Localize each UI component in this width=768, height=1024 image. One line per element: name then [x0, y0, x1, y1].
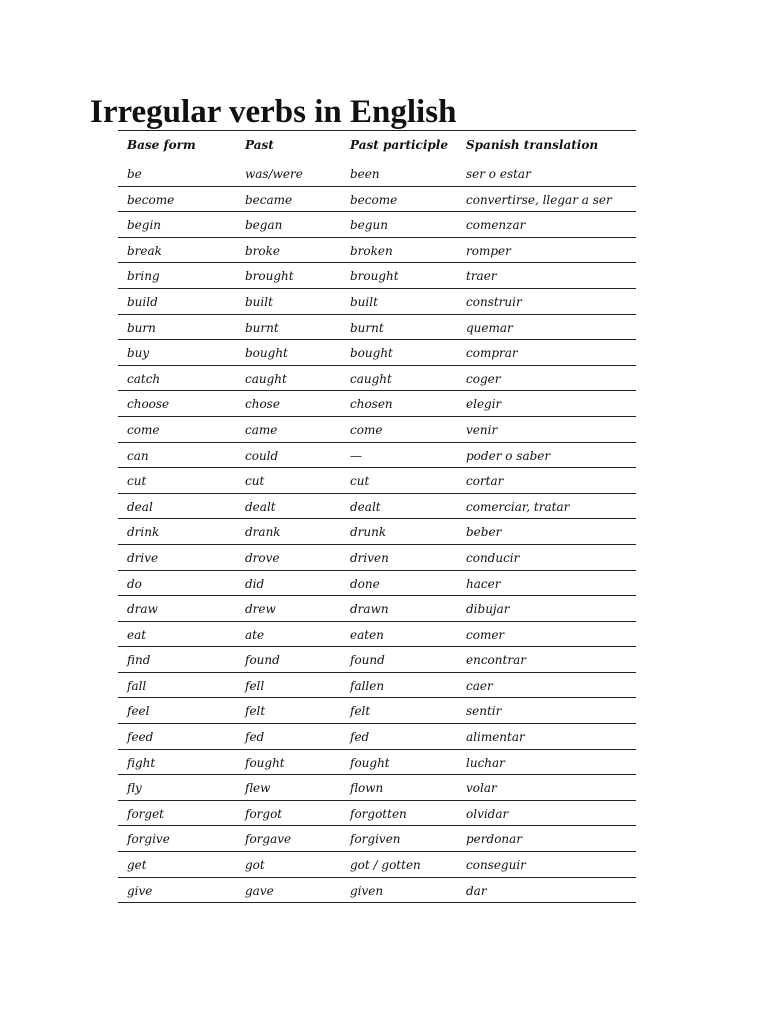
cell-past: drank: [245, 525, 281, 540]
cell-past-participle: fallen: [350, 678, 385, 693]
cell-past-participle: fed: [350, 730, 370, 745]
cell-base-form: feed: [127, 730, 154, 745]
table-row: [118, 647, 636, 673]
cell-spanish-translation: encontrar: [466, 653, 526, 668]
cell-base-form: fall: [127, 678, 147, 693]
cell-past: cut: [245, 474, 265, 489]
cell-past-participle: dealt: [350, 499, 381, 514]
table-row: [118, 238, 636, 264]
table-header: [118, 130, 636, 161]
table-row: [118, 826, 636, 852]
table-row: [118, 315, 636, 341]
cell-base-form: bring: [127, 269, 160, 284]
cell-base-form: be: [127, 167, 142, 181]
cell-spanish-translation: comenzar: [466, 218, 526, 233]
table-row: [118, 519, 636, 545]
table-row: [118, 724, 636, 750]
cell-past-participle: —: [350, 448, 362, 463]
cell-past: found: [245, 653, 280, 668]
cell-spanish-translation: convertirse, llegar a ser: [466, 192, 612, 207]
cell-past-participle: chosen: [350, 397, 393, 412]
page-title: Irregular verbs in English: [90, 94, 457, 130]
cell-past: bought: [245, 346, 288, 361]
cell-spanish-translation: comprar: [466, 346, 518, 361]
cell-past-participle: broken: [350, 243, 393, 258]
cell-base-form: build: [127, 294, 158, 309]
cell-past: drew: [245, 602, 276, 617]
cell-base-form: forget: [127, 806, 165, 821]
table-row: [118, 852, 636, 878]
table-row: [118, 289, 636, 315]
table-row: [118, 263, 636, 289]
cell-past: burnt: [245, 320, 279, 335]
cell-past: dealt: [245, 499, 276, 514]
table-row: [118, 443, 636, 469]
table-body: [118, 161, 636, 903]
cell-past: forgave: [245, 832, 292, 847]
table-row: [118, 750, 636, 776]
cell-past: did: [245, 576, 265, 591]
cell-base-form: break: [127, 243, 162, 258]
cell-base-form: find: [127, 653, 151, 668]
table-row: [118, 340, 636, 366]
cell-spanish-translation: sentir: [466, 704, 502, 719]
cell-past-participle: given: [350, 883, 384, 898]
cell-base-form: drink: [127, 525, 160, 540]
table-row: [118, 494, 636, 520]
cell-past-participle: got / gotten: [350, 858, 421, 873]
header-past: Past: [245, 138, 274, 152]
cell-spanish-translation: olvidar: [466, 806, 509, 821]
cell-spanish-translation: luchar: [466, 755, 505, 770]
cell-spanish-translation: construir: [466, 294, 522, 309]
cell-past: was/were: [245, 167, 303, 181]
table-row: [118, 161, 636, 187]
cell-past: became: [245, 192, 293, 207]
cell-spanish-translation: cortar: [466, 474, 504, 489]
table-row: [118, 698, 636, 724]
table-row: [118, 571, 636, 597]
cell-spanish-translation: volar: [466, 781, 497, 796]
cell-past: came: [245, 422, 278, 437]
cell-past-participle: found: [350, 653, 385, 668]
table-row: [118, 545, 636, 571]
cell-base-form: feel: [127, 704, 150, 719]
cell-past: brought: [245, 269, 294, 284]
cell-past: could: [245, 448, 279, 463]
table-row: [118, 596, 636, 622]
cell-past-participle: brought: [350, 269, 399, 284]
cell-spanish-translation: traer: [466, 269, 497, 284]
cell-past-participle: cut: [350, 474, 370, 489]
cell-past-participle: done: [350, 576, 380, 591]
cell-base-form: draw: [127, 602, 158, 617]
cell-past-participle: begun: [350, 218, 388, 233]
cell-past-participle: built: [350, 294, 378, 309]
cell-past-participle: been: [350, 167, 380, 181]
cell-past: built: [245, 294, 273, 309]
cell-past-participle: fought: [350, 755, 390, 770]
cell-past: fed: [245, 730, 265, 745]
cell-past: fell: [245, 678, 265, 693]
cell-past-participle: eaten: [350, 627, 384, 642]
cell-past-participle: drawn: [350, 602, 389, 617]
cell-spanish-translation: conducir: [466, 550, 520, 565]
cell-spanish-translation: poder o saber: [466, 448, 551, 463]
cell-spanish-translation: dibujar: [466, 602, 510, 617]
cell-base-form: begin: [127, 218, 162, 233]
cell-spanish-translation: conseguir: [466, 858, 526, 873]
header-spanish-translation: Spanish translation: [466, 138, 599, 152]
cell-base-form: fight: [127, 755, 156, 770]
cell-base-form: cut: [127, 474, 147, 489]
cell-past-participle: come: [350, 422, 383, 437]
cell-spanish-translation: alimentar: [466, 730, 525, 745]
table-row: [118, 775, 636, 801]
cell-past-participle: flown: [350, 781, 384, 796]
cell-base-form: become: [127, 192, 175, 207]
cell-spanish-translation: quemar: [466, 320, 513, 335]
table-row: [118, 391, 636, 417]
cell-past: forgot: [245, 806, 283, 821]
cell-base-form: come: [127, 422, 160, 437]
header-past-participle: Past participle: [350, 138, 448, 152]
table-row: [118, 622, 636, 648]
cell-base-form: eat: [127, 627, 147, 642]
cell-spanish-translation: comer: [466, 627, 505, 642]
cell-past: broke: [245, 243, 281, 258]
cell-base-form: catch: [127, 371, 161, 386]
cell-base-form: get: [127, 858, 147, 873]
cell-past: chose: [245, 397, 280, 412]
cell-past: drove: [245, 550, 280, 565]
table-row: [118, 468, 636, 494]
table-row: [118, 878, 636, 904]
cell-base-form: give: [127, 883, 153, 898]
cell-past-participle: felt: [350, 704, 371, 719]
table-row: [118, 417, 636, 443]
table-row: [118, 187, 636, 213]
cell-past: flew: [245, 781, 271, 796]
table-row: [118, 801, 636, 827]
cell-past: caught: [245, 371, 287, 386]
cell-base-form: deal: [127, 499, 153, 514]
cell-base-form: buy: [127, 346, 150, 361]
cell-past-participle: caught: [350, 371, 392, 386]
cell-spanish-translation: comerciar, tratar: [466, 499, 570, 514]
cell-spanish-translation: dar: [466, 883, 487, 898]
cell-spanish-translation: venir: [466, 422, 498, 437]
cell-past-participle: bought: [350, 346, 393, 361]
cell-base-form: forgive: [127, 832, 170, 847]
cell-base-form: can: [127, 448, 149, 463]
cell-past-participle: burnt: [350, 320, 384, 335]
cell-past-participle: drunk: [350, 525, 387, 540]
cell-past: gave: [245, 883, 274, 898]
cell-base-form: burn: [127, 320, 156, 335]
cell-past: got: [245, 858, 265, 873]
cell-base-form: drive: [127, 550, 159, 565]
cell-spanish-translation: coger: [466, 371, 501, 386]
cell-past-participle: forgiven: [350, 832, 401, 847]
cell-spanish-translation: romper: [466, 243, 511, 258]
cell-past-participle: forgotten: [350, 806, 407, 821]
cell-past: fought: [245, 755, 285, 770]
table-row: [118, 212, 636, 238]
cell-base-form: fly: [127, 781, 142, 796]
cell-past-participle: become: [350, 192, 398, 207]
cell-spanish-translation: hacer: [466, 576, 501, 591]
cell-past: ate: [245, 627, 265, 642]
cell-spanish-translation: ser o estar: [466, 167, 531, 181]
cell-base-form: do: [127, 576, 142, 591]
header-base-form: Base form: [127, 138, 196, 152]
cell-spanish-translation: caer: [466, 678, 493, 693]
table-row: [118, 366, 636, 392]
cell-spanish-translation: elegir: [466, 397, 502, 412]
cell-base-form: choose: [127, 397, 170, 412]
cell-past: felt: [245, 704, 266, 719]
cell-past-participle: driven: [350, 550, 389, 565]
cell-spanish-translation: perdonar: [466, 832, 523, 847]
verbs-table: [118, 130, 636, 903]
cell-spanish-translation: beber: [466, 525, 502, 540]
cell-past: began: [245, 218, 283, 233]
table-row: [118, 673, 636, 699]
